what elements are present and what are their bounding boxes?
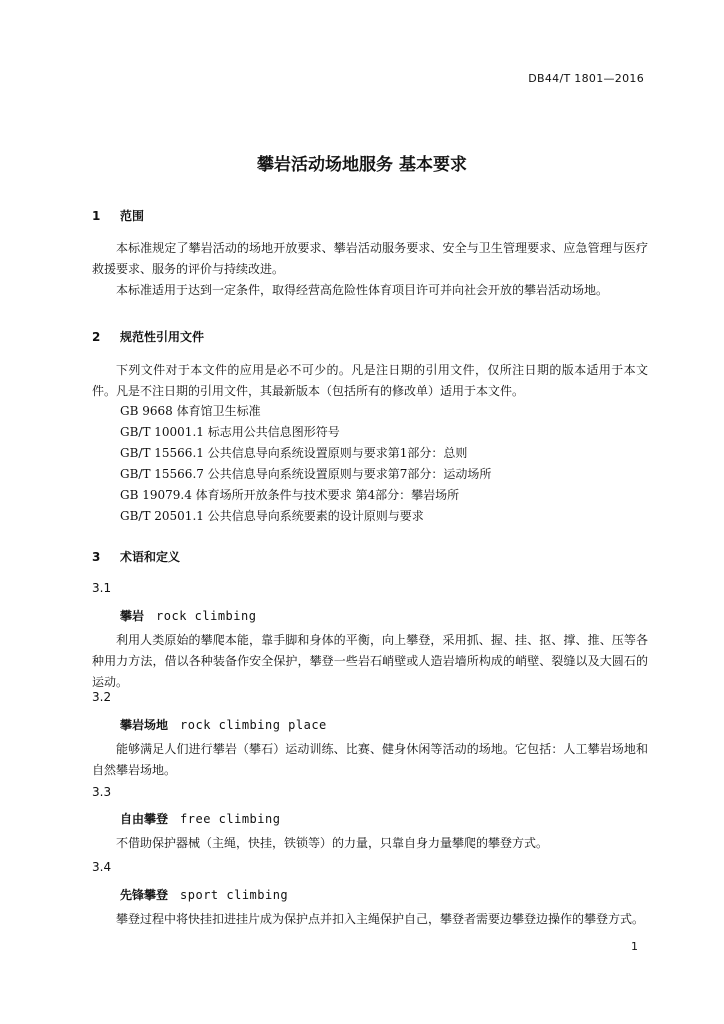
term-definition: 不借助保护器械（主绳，快挂，铁锁等）的力量，只靠自身力量攀爬的攀登方式。: [116, 836, 549, 850]
page-number: 1: [631, 940, 638, 953]
document-number: DB44/T 1801—2016: [528, 72, 644, 85]
references-intro: 下列文件对于本文件的应用是必不可少的。凡是注日期的引用文件，仅所注日期的版本适用于本文件。凡是不注日期的引用文件，其最新版本（包括所有的修改单）适用于本文件。: [92, 363, 648, 398]
term-definition: 能够满足人们进行攀岩（攀石）运动训练、比赛、健身休闲等活动的场地。它包括：人工攀岩场地和自然攀岩场地。: [92, 742, 648, 777]
reference-item: GB 9668 体育馆卫生标准: [120, 404, 261, 418]
term-chinese: 攀岩: [120, 609, 145, 623]
term-chinese: 攀岩场地: [120, 718, 169, 732]
section-title: 范围: [120, 209, 145, 223]
term-number: 3.2: [92, 690, 112, 704]
reference-item: GB/T 15566.7 公共信息导向系统设置原则与要求第7部分：运动场所: [120, 467, 492, 481]
section-number: 3: [92, 550, 101, 564]
reference-item: GB 19079.4 体育场所开放条件与技术要求 第4部分：攀岩场所: [120, 488, 460, 502]
page-title: 攀岩活动场地服务 基本要求: [257, 155, 467, 175]
reference-item: GB/T 15566.1 公共信息导向系统设置原则与要求第1部分：总则: [120, 446, 468, 460]
term-definition: 攀登过程中将快挂扣进挂片成为保护点并扣入主绳保护自己，攀登者需要边攀登边操作的攀登方式。: [116, 912, 645, 926]
term-number: 3.1: [92, 581, 112, 595]
term-number: 3.4: [92, 860, 112, 874]
term-heading: [120, 607, 256, 624]
term-definition: 利用人类原始的攀爬本能，靠手脚和身体的平衡，向上攀登，采用抓、握、挂、抠、撑、推、压等各种用力方法，借以各种装备作安全保护，攀登一些岩石峭壁或人造岩墙所构成的峭壁、裂缝以及大圆石的运动。: [92, 633, 648, 689]
section-number: 1: [92, 209, 101, 223]
term-heading: [120, 810, 280, 827]
term-heading: [120, 716, 327, 733]
reference-item: GB/T 20501.1 公共信息导向系统要素的设计原则与要求: [120, 509, 424, 523]
term-chinese: 自由攀登: [120, 812, 169, 826]
term-english: sport climbing: [180, 888, 289, 902]
section-title: 规范性引用文件: [120, 330, 205, 344]
section-number: 2: [92, 330, 101, 344]
section-3-heading: [92, 548, 180, 565]
scope-paragraph-2: 本标准适用于达到一定条件，取得经营高危险性体育项目许可并向社会开放的攀岩活动场地。: [116, 283, 609, 297]
term-english: free climbing: [180, 812, 281, 826]
term-english: rock climbing place: [180, 718, 327, 732]
term-chinese: 先锋攀登: [120, 888, 169, 902]
section-1-heading: [92, 207, 144, 224]
scope-paragraph-1: 本标准规定了攀岩活动的场地开放要求、攀岩活动服务要求、安全与卫生管理要求、应急管理与医疗救援要求、服务的评价与持续改进。: [92, 241, 648, 276]
reference-item: GB/T 10001.1 标志用公共信息图形符号: [120, 425, 340, 439]
section-2-heading: [92, 328, 204, 345]
term-number: 3.3: [92, 785, 112, 799]
term-english: rock climbing: [156, 609, 257, 623]
section-title: 术语和定义: [120, 550, 181, 564]
term-heading: [120, 886, 288, 903]
